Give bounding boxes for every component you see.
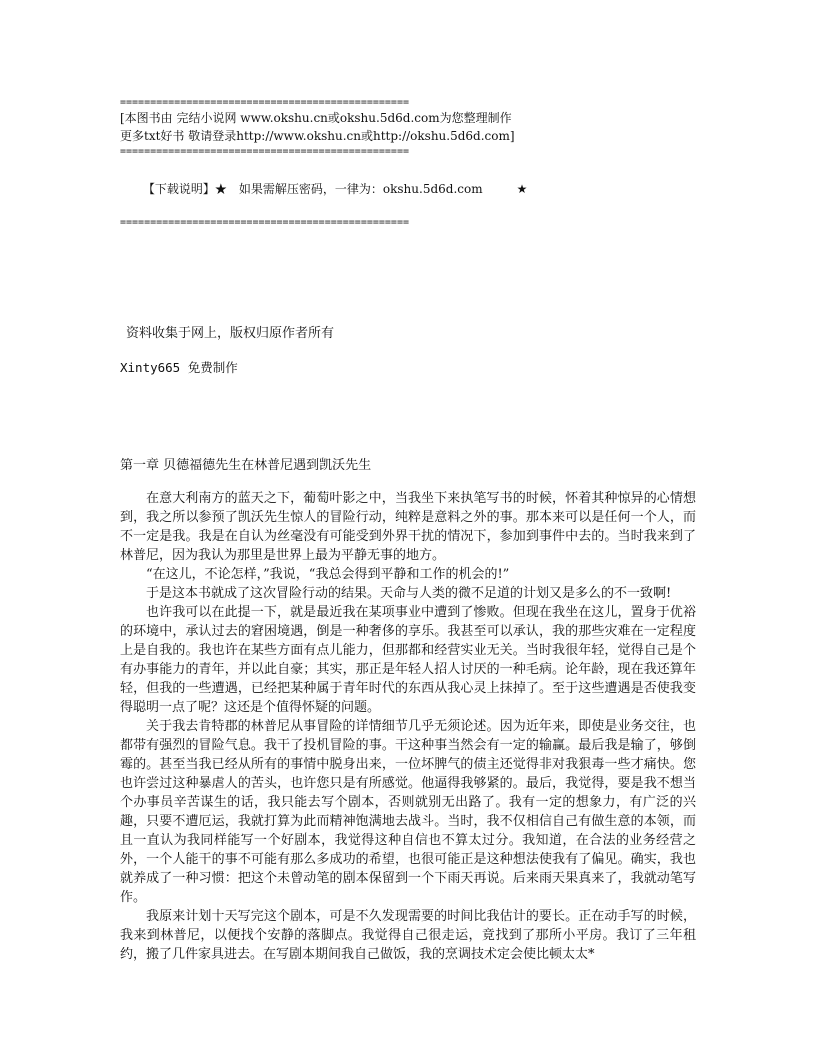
paragraph: 于是这本书就成了这次冒险行动的结果。天命与人类的微不足道的计划又是多么的不一致啊! bbox=[146, 586, 672, 601]
separator-line: ================================================ bbox=[120, 146, 409, 157]
document-page bbox=[120, 96, 696, 964]
separator-line: ================================================ bbox=[120, 217, 409, 228]
star-mark: ★ bbox=[516, 182, 528, 196]
paragraph: 在意大利南方的蓝天之下，葡萄叶影之中，当我坐下来执笔写书的时候，怀着其种惊异的心情想到，我之所以参预了凯沃先生惊人的冒险行动，纯粹是意料之外的事。那本来可以是任何一个人，而不一定是我。我是在自认为丝毫没有可能受到外界干扰的情况下，参加到事件中去的。当时我来到了林普尼，因为我认为那里是世界上最为平静无事的地方。 bbox=[120, 491, 696, 563]
copyright-note: 资料收集于网上，版权归原作者所有 bbox=[126, 326, 335, 341]
download-note-text: 【下载说明】★ 如果需解压密码，一律为：okshu.5d6d.com bbox=[142, 182, 483, 196]
download-note bbox=[120, 162, 696, 216]
chapter-body bbox=[120, 489, 696, 964]
chapter-title: 第一章 贝德福德先生在林普尼遇到凯沃先生 bbox=[120, 458, 372, 473]
separator-line: ================================================ bbox=[120, 97, 409, 108]
header-line-1: [本图书由 完结小说网 www.okshu.cn或okshu.5d6d.com为您整理制作 bbox=[120, 111, 512, 125]
maker-credit: Xinty665 免费制作 bbox=[120, 360, 238, 375]
header-line-2: 更多txt好书 敬请登录http://www.okshu.cn或http://okshu.5d6d.com] bbox=[120, 129, 515, 143]
paragraph: 也许我可以在此提一下，就是最近我在某项事业中遭到了惨败。但现在我坐在这儿，置身于优裕的环境中，承认过去的窘困境遇，倒是一种奢侈的享乐。我甚至可以承认，我的那些灾难在一定程度上是自我的。我也许在某些方面有点儿能力，但那都和经营实业无关。当时我很年轻，觉得自己是个有办事能力的青年，并以此自豪；其实，那正是年轻人招人讨厌的一种毛病。论年龄，现在我还算年轻，但我的一些遭遇，已经把某种属于青年时代的东西从我心灵上抹掉了。至于这些遭遇是否使我变得聪明一点了呢？这还是个值得怀疑的问题。 bbox=[120, 605, 696, 715]
header-block bbox=[120, 96, 696, 229]
paragraph: “在这儿，不论怎样，”我说，“我总会得到平静和工作的机会的!” bbox=[146, 567, 510, 582]
paragraph: 我原来计划十天写完这个剧本，可是不久发现需要的时间比我估计的要长。正在动手写的时候，我来到林普尼，以便找个安静的落脚点。我觉得自己很走运，竟找到了那所小平房。我订了三年租约，搬了几件家具进去。在写剧本期间我自己做饭，我的烹调技术定会使比顿太太* bbox=[120, 909, 696, 962]
paragraph: 关于我去肯特郡的林普尼从事冒险的详情细节几乎无须论述。因为近年来，即使是业务交往，也都带有强烈的冒险气息。我干了投机冒险的事。干这种事当然会有一定的输赢。最后我是输了，够倒霉的。甚至当我已经从所有的事情中脱身出来，一位坏脾气的债主还觉得非对我狠毒一些才痛快。您也许尝过这种暴虐人的苦头，也许您只是有所感觉。他逼得我够紧的。最后，我觉得，要是我不想当个办事员辛苦谋生的话，我只能去写个剧本，否则就别无出路了。我有一定的想象力，有广泛的兴趣，只要不遭厄运，我就打算为此而精神饱满地去战斗。当时，我不仅相信自己有做生意的本领，而且一直认为我同样能写一个好剧本，我觉得这种自信也不算太过分。我知道，在合法的业务经营之外，一个人能干的事不可能有那么多成功的希望，也很可能正是这种想法使我有了偏见。确实，我也就养成了一种习惯：把这个未曾动笔的剧本保留到一个下雨天再说。后来雨天果真来了，我就动笔写作。 bbox=[120, 719, 696, 905]
